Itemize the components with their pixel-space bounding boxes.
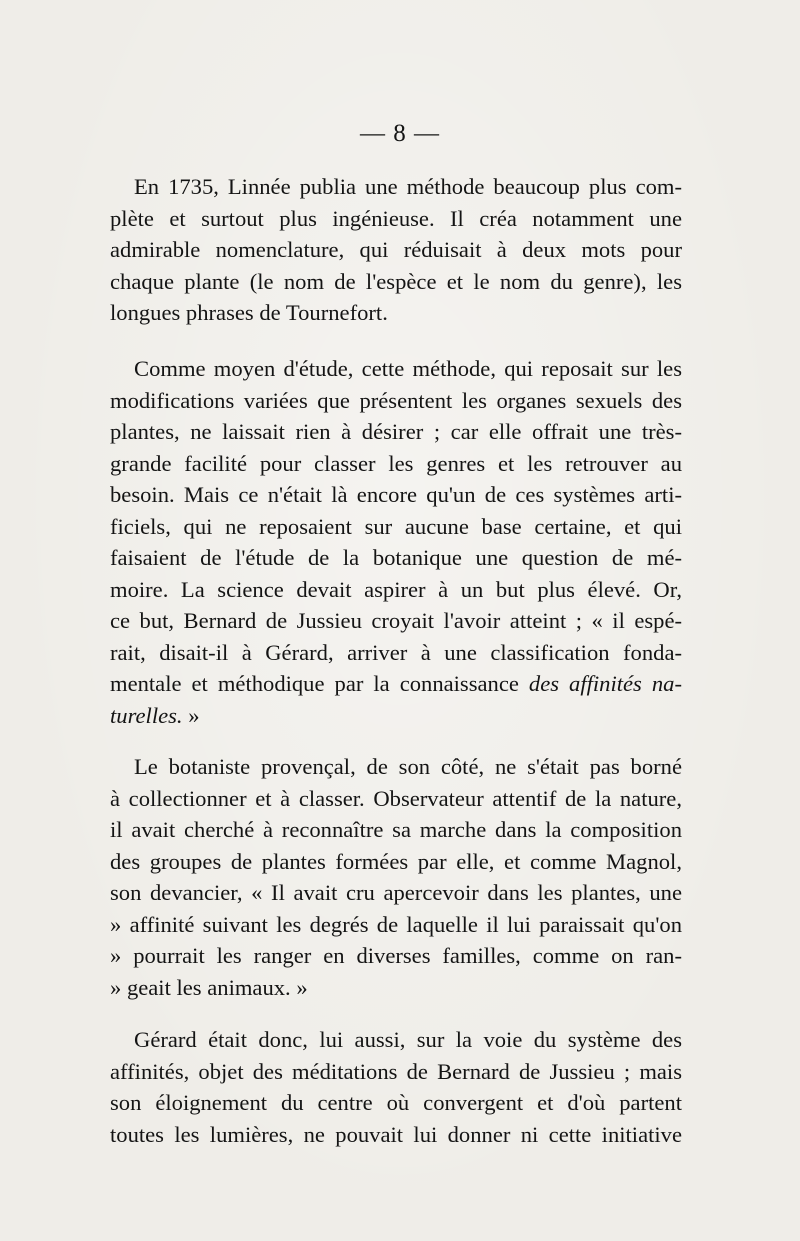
text-line: grande facilité pour classer les genres et les retrouver au — [110, 450, 682, 476]
text-line: toutes les lumières, ne pouvait lui donner ni cette initiative — [110, 1121, 682, 1147]
text-line: ce but, Bernard de Jussieu croyait l'avoir atteint ; « il espé- — [110, 608, 682, 633]
text-line — [110, 668, 682, 700]
text-line: affinités, objet des méditations de Bernard de Jussieu ; mais — [110, 1058, 682, 1084]
italic-phrase: turelles. — [110, 702, 183, 728]
text-line: plantes, ne laissait rien à désirer ; car elle offrait une très- — [110, 419, 682, 444]
text-line: chaque plante (le nom de l'espèce et le nom du genre), les — [110, 268, 682, 294]
text-line: modifications variées que présentent les organes sexuels des — [110, 387, 682, 413]
text-line: des groupes de plantes formées par elle, et comme Magnol, — [110, 848, 682, 874]
text-line: Gérard était donc, lui aussi, sur la voie du système des — [134, 1027, 682, 1052]
text-line: plète et surtout plus ingénieuse. Il créa notamment une — [110, 205, 682, 231]
text-line: besoin. Mais ce n'était là encore qu'un de ces systèmes arti- — [110, 482, 682, 507]
text-line: Le botaniste provençal, de son côté, ne s'était pas borné — [134, 754, 682, 779]
text-line: ficiels, qui ne reposaient sur aucune base certaine, et qui — [110, 513, 682, 539]
text-line: longues phrases de Tournefort. — [110, 300, 388, 325]
paragraph-4 — [110, 1024, 682, 1150]
text-line: son éloignement du centre où convergent et d'où partent — [110, 1090, 682, 1115]
text-line: à collectionner et à classer. Observateur attentif de la nature, — [110, 785, 682, 811]
text-run: mentale et méthodique par la connaissance — [110, 671, 529, 696]
text-line: » affinité suivant les degrés de laquelle il lui paraissait qu'on — [110, 911, 682, 937]
text-run: » — [182, 702, 200, 728]
text-line: faisaient de l'étude de la botanique une question de mé- — [110, 545, 682, 570]
text-line: Comme moyen d'étude, cette méthode, qui reposait sur les — [134, 356, 682, 381]
paragraph-1 — [110, 171, 682, 329]
text-line: » geait les animaux. » — [110, 974, 308, 1000]
text-line: il avait cherché à reconnaître sa marche dans la composition — [110, 817, 682, 842]
paragraph-2 — [110, 353, 682, 731]
paragraph-3 — [110, 751, 682, 1003]
text-line: moire. La science devait aspirer à un but plus élevé. Or, — [110, 576, 682, 602]
italic-phrase: des affinités na- — [528, 671, 682, 696]
page-number: — 8 — — [360, 120, 440, 147]
text-line: admirable nomenclature, qui réduisait à deux mots pour — [110, 237, 682, 262]
text-line: » pourrait les ranger en diverses familles, comme on ran- — [110, 943, 682, 968]
text-line: son devancier, « Il avait cru apercevoir dans les plantes, une — [110, 880, 682, 905]
text-line — [110, 700, 682, 732]
text-line: rait, disait-il à Gérard, arriver à une classification fonda- — [110, 639, 682, 665]
text-line: En 1735, Linnée publia une méthode beaucoup plus com- — [134, 174, 682, 199]
